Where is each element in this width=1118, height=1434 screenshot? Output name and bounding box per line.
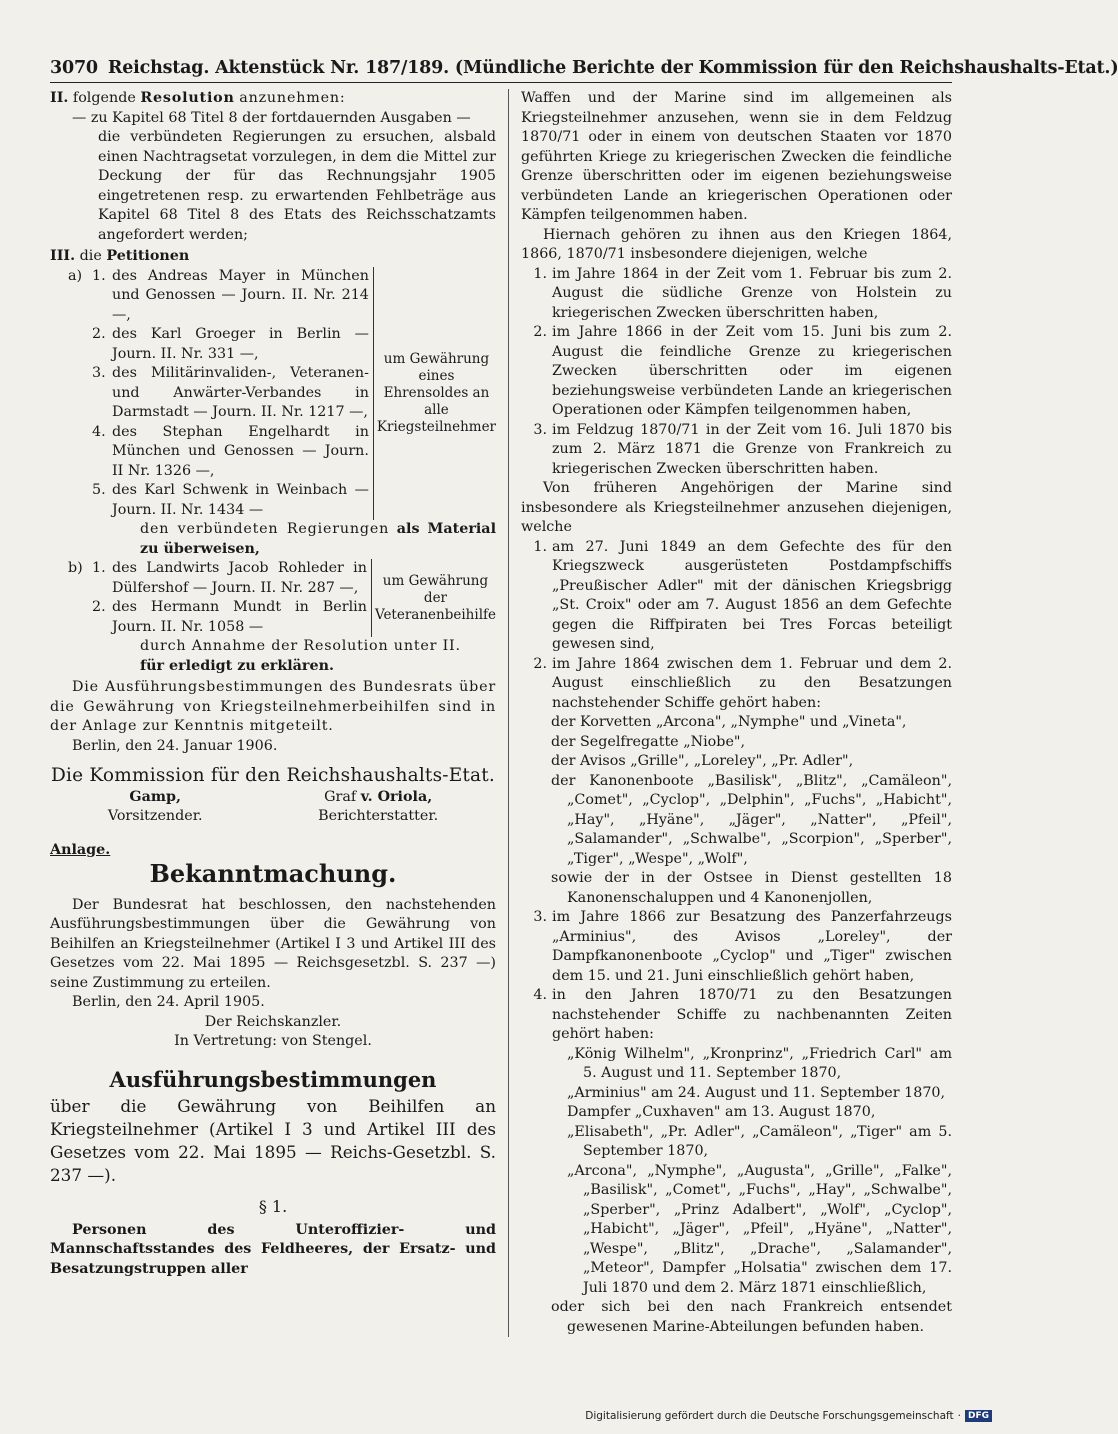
closing-note: Die Ausführungsbestimmungen des Bundesrats über die Gewährung von Kriegsteilnehmerbeihilfen sind in der Anlage zur Kenntnis mitgeteilt. xyxy=(50,679,496,734)
item-number: 1. xyxy=(92,267,106,284)
ship-line: der Kanonenboote „Basilisk", „Blitz", „Camäleon", „Comet", „Cyclop", „Delphin", „Fuchs", „Habicht", „Hay", „Hyäne", „Jäger", „Natter", „Pfeil", „Salamander", „Schwalbe", „Scorpion", „Sperber", „Tiger", „Wespe", „Wolf", xyxy=(551,772,952,867)
item-text: in den Jahren 1870/71 zu den Besatzungen nachstehender Schiffe zu nachbenannten Zeiten gehört haben: xyxy=(552,987,952,1042)
item-number: 1. xyxy=(533,265,547,282)
list-item: 1. am 27. Juni 1849 an dem Gefechte des für den Kriegszweck ausgerüsteten Postdampfschiffs „Preußischer Adler" mit der dänischen Kriegsbrigg „St. Croix" oder am 7. August 1856 an dem Gefechte gegen die Riffpiraten bei Tres Forcas beteiligt gewesen sind, xyxy=(521,538,952,655)
rapporteur-role: Berichterstatter. xyxy=(318,808,439,824)
item-number: 2. xyxy=(533,324,547,340)
resolution-heading-tail: anzunehmen: xyxy=(239,90,346,106)
announcement-date: Berlin, den 24. April 1905. xyxy=(72,994,265,1010)
commission-name: Die Kommission für den Reichshaushalts-Etat. xyxy=(51,765,495,786)
item-text: im Jahre 1864 in der Zeit vom 1. Februar bis zum 2. August die südliche Grenze von Holstein zu kriegerischen Zwecken überschritten haben, xyxy=(552,265,952,321)
list-item xyxy=(521,323,952,421)
item-number: 2. xyxy=(92,326,106,342)
item-text: des Militärinvaliden-, Veteranen- und Anwärter-Verbandes in Darmstadt — Journ. II. Nr. 1217 —, xyxy=(112,365,369,420)
credit-text: Digitalisierung gefördert durch die Deutsche Forschungsgemeinschaft xyxy=(585,1410,954,1422)
ship-tail: oder sich bei den nach Frankreich entsendet gewesenen Marine-Abteilungen befunden haben. xyxy=(551,1299,952,1335)
list-item xyxy=(68,325,369,364)
report-date: Berlin, den 24. Januar 1906. xyxy=(72,737,278,754)
petition-purpose-a: um Gewährung eines Ehrensoldes an alle Kriegsteilnehmer xyxy=(376,350,497,435)
item-text: am 27. Juni 1849 an dem Gefechte des für den Kriegszweck ausgerüsteten Postdampfschiffs „Preußischer Adler" mit der dänischen Kriegsbrigg „St. Croix" oder am 7. August 1856 an dem Gefechte gegen die Riffpiraten bei Tres Forcas beteiligt gewesen sind, xyxy=(552,538,952,652)
item-number: 3. xyxy=(92,365,106,381)
chair-role: Vorsitzender. xyxy=(107,808,203,824)
petitions-number: III. xyxy=(50,248,76,264)
item-text: im Jahre 1866 in der Zeit vom 15. Juni bis zum 2. August die feindliche Grenze zu kriegerischen Zwecken überschritten oder im eigenen beziehungsweise verbündeten Lande an kriegerischen Operationen oder Kämpfen teilgenommen haben, xyxy=(552,324,952,418)
item-number: 1. xyxy=(92,560,106,576)
decision-b xyxy=(50,637,496,676)
ship-line: „Arminius" am 24. August und 11. September 1870, xyxy=(567,1084,946,1101)
list-item xyxy=(521,265,952,324)
list-item: 2. im Jahre 1864 zwischen dem 1. Februar und dem 2. August einschließlich zu den Besatzungen nachstehender Schiffe gehört haben: xyxy=(521,655,952,714)
two-columns xyxy=(50,89,952,1337)
hiernach-text: Hiernach gehören zu ihnen aus den Kriegen 1864, 1866, 1870/71 insbesondere diejenigen, welche xyxy=(521,226,952,262)
section-body: Personen des Unteroffizier- und Mannschaftsstandes des Feldheeres, der Ersatz- und Besatzungstruppen aller xyxy=(50,1221,496,1277)
petitions-heading xyxy=(50,247,496,267)
rapporteur-title: Graf xyxy=(324,788,357,805)
item-text: im Feldzug 1870/71 in der Zeit vom 16. Juli 1870 bis zum 2. März 1871 die Grenze von Frankreich zu kriegerischen Zwecken überschritten haben. xyxy=(552,421,952,477)
ship-tail: sowie der in der Ostsee in Dienst gestellten 18 Kanonenschaluppen und 4 Kanonenjollen, xyxy=(551,870,952,906)
petition-list-b xyxy=(68,559,372,637)
resolution-number: II. xyxy=(50,90,69,106)
decision-a xyxy=(50,520,496,559)
petition-group-a xyxy=(68,267,496,521)
ship-line: „Elisabeth", „Pr. Adler", „Camäleon", „Tiger" am 5. September 1870, xyxy=(567,1123,952,1159)
item-number: 2. xyxy=(92,599,106,615)
item-text: des Hermann Mundt in Berlin Journ. II. Nr. 1058 — xyxy=(112,599,367,635)
list-item: 4. in den Jahren 1870/71 zu den Besatzungen nachstehender Schiffe zu nachbenannten Zeiten gehört haben: xyxy=(521,986,952,1045)
list-item xyxy=(68,481,369,520)
dfg-logo-icon: DFG xyxy=(965,1410,992,1422)
chair-name: Gamp, xyxy=(129,788,181,805)
marine-intro: Von früheren Angehörigen der Marine sind insbesondere als Kriegsteilnehmer anzusehen diejenigen, welche xyxy=(521,480,952,535)
resolution-heading-text: folgende xyxy=(72,90,136,106)
announcement-body: Der Bundesrat hat beschlossen, den nachstehenden Ausführungsbestimmungen über die Gewährung von Beihilfen an Kriegsteilnehmer (Artikel I 3 und Artikel III des Gesetzes vom 22. Mai 1895 — Reichsgesetzbl. S. 237 —) seine Zustimmung zu erteilen. xyxy=(50,896,496,991)
signature-rapporteur xyxy=(318,788,438,827)
petition-purpose-b: um Gewährung der Veteranenbeihilfe xyxy=(374,572,496,623)
page-number: 3070 xyxy=(50,58,98,78)
decision-bold: für erledigt zu erklären. xyxy=(140,657,334,674)
list-item xyxy=(68,559,367,598)
ship-line: „König Wilhelm", „Kronprinz", „Friedrich Carl" am 5. August und 11. September 1870, xyxy=(567,1045,952,1081)
ship-line: der Korvetten „Arcona", „Nymphe" und „Vineta", xyxy=(551,714,907,730)
annex-heading: Anlage. xyxy=(50,841,111,858)
page-header xyxy=(50,58,1118,78)
decision-text: den verbündeten Regierungen xyxy=(140,521,390,537)
announcement-title: Bekanntmachung. xyxy=(149,859,397,888)
item-text: im Jahre 1866 zur Besatzung des Panzerfahrzeugs „Arminius", des Avisos „Loreley", der Dampfkanonenboote „Cyclop" und „Tiger" zwischen dem 15. und 21. Juni einschließlich gehört haben, xyxy=(552,909,952,984)
intro-text: Waffen und der Marine sind im allgemeinen als Kriegsteilnehmer anzusehen, wenn sie in dem Feldzug 1870/71 oder in einem von deutschen Staaten vor 1870 geführten Kriege zu kriegerischen Zwecken die feindliche Grenze überschritten oder im eigenen beziehungsweise verbündeten Lande an kriegerischen Operationen oder Kämpfen teilgenommen haben. xyxy=(521,90,952,223)
resolution-heading xyxy=(50,89,496,109)
item-text: des Karl Schwenk in Weinbach — Journ. II. Nr. 1434 — xyxy=(112,482,369,518)
rapporteur-name: v. Oriola, xyxy=(360,788,433,805)
resolution-keyword: Resolution xyxy=(140,90,235,106)
decision-bold: als Material zu überweisen, xyxy=(140,521,496,557)
ship-line: der Avisos „Grille", „Loreley", „Pr. Adler", xyxy=(551,753,854,769)
header-rule xyxy=(50,82,952,83)
item-number: 3. xyxy=(533,421,547,438)
right-column xyxy=(508,89,952,1337)
petition-list-a xyxy=(68,267,374,521)
signatures xyxy=(50,788,496,827)
ship-line: der Segelfregatte „Niobe", xyxy=(551,733,746,750)
group-tag: a) xyxy=(68,267,83,284)
list-item: 3. im Jahre 1866 zur Besatzung des Panzerfahrzeugs „Arminius", des Avisos „Loreley", der Dampfkanonenboote „Cyclop" und „Tiger" zwischen dem 15. und 21. Juni einschließlich gehört haben, xyxy=(521,908,952,986)
petitions-keyword: Petitionen xyxy=(106,248,190,264)
item-text: des Landwirts Jacob Rohleder in Dülfershof — Journ. II. Nr. 287 —, xyxy=(112,560,367,596)
item-text: im Jahre 1864 zwischen dem 1. Februar und dem 2. August einschließlich zu den Besatzungen nachstehender Schiffe gehört haben: xyxy=(552,655,952,711)
digitization-credit: Digitalisierung gefördert durch die Deutsche Forschungsgemeinschaft · DFG xyxy=(585,1410,992,1422)
list-item xyxy=(521,421,952,480)
resolution-chapter: — zu Kapitel 68 Titel 8 der fortdauernden Ausgaben — xyxy=(72,109,471,126)
list-item xyxy=(68,364,369,423)
section-number: § 1. xyxy=(258,1197,288,1216)
page-title: Reichstag. Aktenstück Nr. 187/189. (Mündliche Berichte der Kommission für den Reichshaushalts-Etat.) xyxy=(107,58,1118,78)
group-tag: b) xyxy=(68,560,83,576)
deputy: In Vertretung: von Stengel. xyxy=(174,1033,372,1049)
resolution-body: die verbündeten Regierungen zu ersuchen, alsbald einen Nachtragsetat vorzulegen, in dem die Mittel zur Deckung der für das Rechnungsjahr 1905 eingetretenen resp. zu erwartenden Fehlbeträge aus Kapitel 68 Titel 8 des Etats des Reichsschatzamts angefordert werden; xyxy=(98,129,496,243)
petition-group-b xyxy=(68,559,496,637)
petitions-heading-text: die xyxy=(79,248,102,264)
item-number: 4. xyxy=(92,423,106,440)
ship-line: Dampfer „Cuxhaven" am 13. August 1870, xyxy=(567,1104,876,1120)
list-item xyxy=(68,267,369,326)
chancellor: Der Reichskanzler. xyxy=(204,1013,342,1030)
item-number: 5. xyxy=(92,482,106,498)
left-column xyxy=(50,89,508,1337)
regulations-title: Ausführungsbestimmungen xyxy=(109,1066,437,1092)
regulations-subtitle: über die Gewährung von Beihilfen an Kriegsteilnehmer (Artikel I 3 und Artikel III des Gesetzes vom 22. Mai 1895 — Reichs-Gesetzbl. S. 237 —). xyxy=(50,1096,496,1185)
list-item xyxy=(68,598,367,637)
signature-chair xyxy=(108,788,203,827)
list-item xyxy=(68,423,369,482)
item-text: des Stephan Engelhardt in München und Genossen — Journ. II Nr. 1326 —, xyxy=(112,423,369,479)
item-text: des Karl Groeger in Berlin — Journ. II. Nr. 331 —, xyxy=(112,326,369,362)
ship-line: „Arcona", „Nymphe", „Augusta", „Grille", „Falke", „Basilisk", „Comet", „Fuchs", „Hay", „Schwalbe", „Sperber", „Prinz Adalbert", „Wolf", „Cyclop", „Habicht", „Jäger", „Pfeil", „Hyäne", „Natter", „Wespe", „Blitz", „Drache", „Salamander", „Meteor", Dampfer „Holsatia" zwischen dem 17. Juli 1870 und dem 2. März 1871 einschließlich, xyxy=(567,1162,952,1296)
item-text: des Andreas Mayer in München und Genossen — Journ. II. Nr. 214 —, xyxy=(112,267,369,323)
decision-text: durch Annahme der Resolution unter II. xyxy=(140,638,461,654)
